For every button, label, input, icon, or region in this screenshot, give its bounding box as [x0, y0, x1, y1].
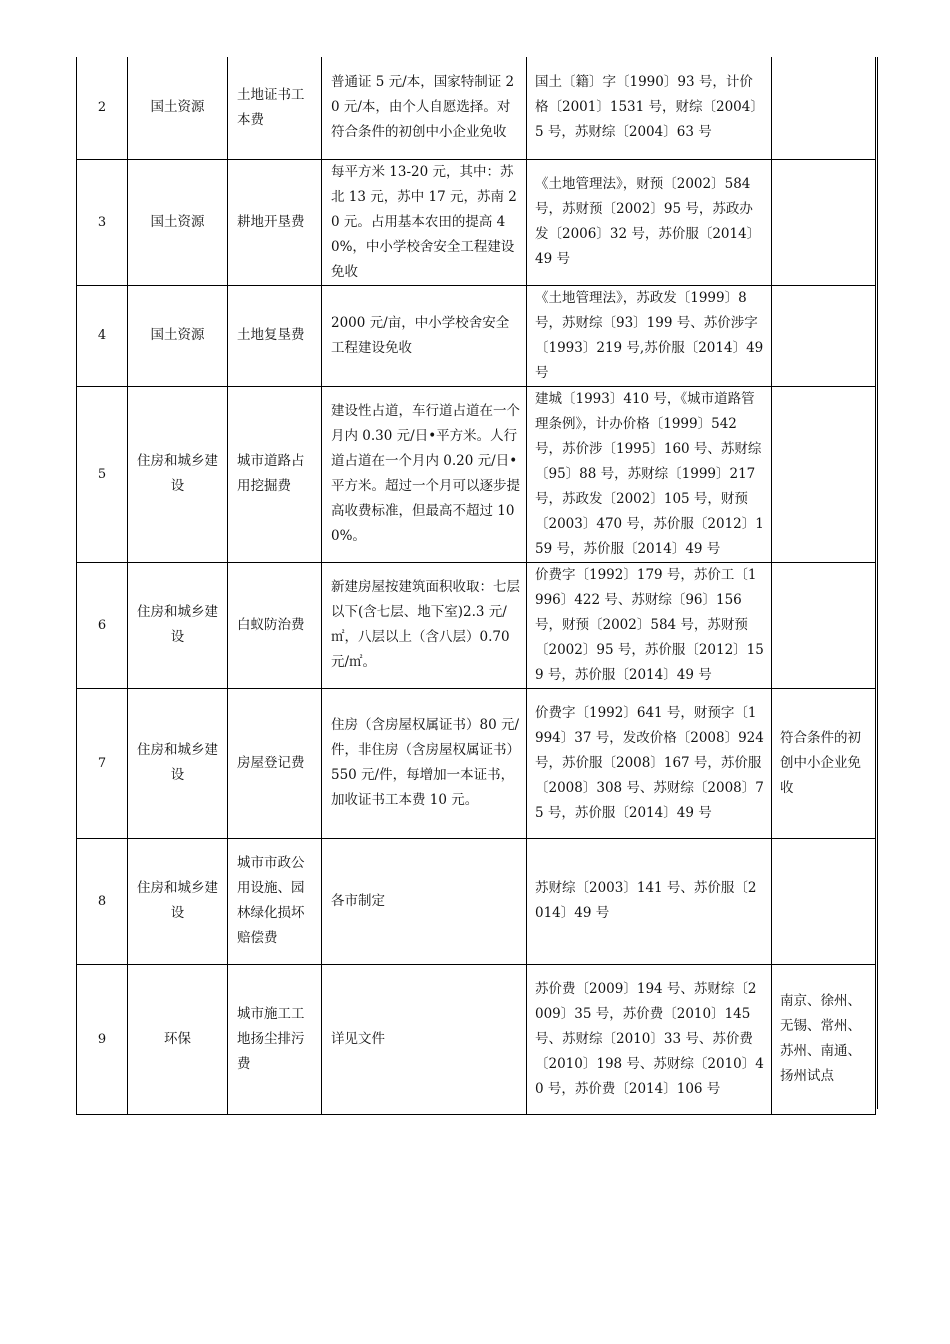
- remark-cell: 符合条件的初创中小企业免收: [772, 688, 876, 838]
- fee-item-cell: 白蚁防治费: [228, 562, 322, 688]
- row-number: 3: [77, 159, 128, 285]
- fee-standard-cell: 建设性占道，车行道占道在一个月内 0.30 元/日•平方米。人行道占道在一个月内 0.20 元/日•平方米。超过一个月可以逐步提高收费标准，但最高不超过 100%。: [322, 386, 527, 562]
- fee-item-cell: 耕地开垦费: [228, 159, 322, 285]
- department-cell: 国土资源: [128, 285, 228, 386]
- remark-cell: [772, 386, 876, 562]
- row-number: 9: [77, 964, 128, 1114]
- row-number: 2: [77, 57, 128, 159]
- fee-item-cell: 城市市政公用设施、园林绿化损坏赔偿费: [228, 838, 322, 964]
- policy-basis-cell: 建城〔1993〕410 号，《城市道路管理条例》，计办价格〔1999〕542 号，苏价涉〔1995〕160 号、苏财综〔95〕88 号，苏财综〔1999〕217 号，苏政发〔2002〕105 号，财预〔2003〕470 号，苏价服〔2012〕159 号，苏价服〔2014〕49 号: [527, 386, 772, 562]
- row-number: 4: [77, 285, 128, 386]
- remark-cell: [772, 57, 876, 159]
- fee-standard-cell: 2000 元/亩，中小学校舍安全工程建设免收: [322, 285, 527, 386]
- fee-standard-cell: 普通证 5 元/本，国家特制证 20 元/本，由个人自愿选择。对符合条件的初创中小企业免收: [322, 57, 527, 159]
- row-number: 8: [77, 838, 128, 964]
- department-cell: 住房和城乡建设: [128, 688, 228, 838]
- department-cell: 国土资源: [128, 159, 228, 285]
- table-row: [77, 285, 876, 386]
- remark-cell: [772, 159, 876, 285]
- fee-standard-cell: 各市制定: [322, 838, 527, 964]
- fee-standard-cell: 每平方米 13-20 元，其中：苏北 13 元，苏中 17 元，苏南 20 元。占用基本农田的提高 40%，中小学校舍安全工程建设免收: [322, 159, 527, 285]
- row-number: 5: [77, 386, 128, 562]
- table-row: [77, 838, 876, 964]
- fee-item-cell: 城市道路占用挖掘费: [228, 386, 322, 562]
- remark-cell: [772, 562, 876, 688]
- table-row: [77, 386, 876, 562]
- policy-basis-cell: 苏财综〔2003〕141 号、苏价服〔2014〕49 号: [527, 838, 772, 964]
- department-cell: 环保: [128, 964, 228, 1114]
- fee-table: [76, 57, 876, 1115]
- policy-basis-cell: 国土〔籍〕字〔1990〕93 号，计价格〔2001〕1531 号，财综〔2004〕5 号，苏财综〔2004〕63 号: [527, 57, 772, 159]
- row-number: 7: [77, 688, 128, 838]
- table-row: [77, 562, 876, 688]
- department-cell: 住房和城乡建设: [128, 562, 228, 688]
- table-right-double-border: [877, 57, 878, 1109]
- row-number: 6: [77, 562, 128, 688]
- department-cell: 国土资源: [128, 57, 228, 159]
- remark-cell: [772, 285, 876, 386]
- fee-standard-cell: 住房（含房屋权属证书）80 元/件，非住房（含房屋权属证书）550 元/件，每增加一本证书，加收证书工本费 10 元。: [322, 688, 527, 838]
- policy-basis-cell: 价费字〔1992〕179 号，苏价工〔1996〕422 号、苏财综〔96〕156 号，财预〔2002〕584 号，苏财预〔2002〕95 号，苏价服〔2012〕159 号，苏价服〔2014〕49 号: [527, 562, 772, 688]
- fee-item-cell: 土地复垦费: [228, 285, 322, 386]
- fee-standard-cell: 新建房屋按建筑面积收取：七层以下(含七层、地下室)2.3 元/㎡，八层以上（含八层）0.70 元/㎡。: [322, 562, 527, 688]
- fee-standard-cell: 详见文件: [322, 964, 527, 1114]
- policy-basis-cell: 《土地管理法》，苏政发〔1999〕8 号，苏财综〔93〕199 号、苏价涉字〔1993〕219 号,苏价服〔2014〕49 号: [527, 285, 772, 386]
- table-row: [77, 688, 876, 838]
- department-cell: 住房和城乡建设: [128, 386, 228, 562]
- fee-item-cell: 房屋登记费: [228, 688, 322, 838]
- fee-item-cell: 城市施工工地扬尘排污费: [228, 964, 322, 1114]
- department-cell: 住房和城乡建设: [128, 838, 228, 964]
- table-row: [77, 964, 876, 1114]
- policy-basis-cell: 苏价费〔2009〕194 号、苏财综〔2009〕35 号，苏价费〔2010〕145 号、苏财综〔2010〕33 号、苏价费〔2010〕198 号、苏财综〔2010〕40 号，苏价费〔2014〕106 号: [527, 964, 772, 1114]
- remark-cell: 南京、徐州、无锡、常州、苏州、南通、扬州试点: [772, 964, 876, 1114]
- fee-item-cell: 土地证书工本费: [228, 57, 322, 159]
- table-row: [77, 159, 876, 285]
- table-row: [77, 57, 876, 159]
- policy-basis-cell: 价费字〔1992〕641 号，财预字〔1994〕37 号，发改价格〔2008〕924 号，苏价服〔2008〕167 号，苏价服〔2008〕308 号、苏财综〔2008〕75 号，苏价服〔2014〕49 号: [527, 688, 772, 838]
- remark-cell: [772, 838, 876, 964]
- policy-basis-cell: 《土地管理法》，财预〔2002〕584 号，苏财预〔2002〕95 号，苏政办发〔2006〕32 号，苏价服〔2014〕49 号: [527, 159, 772, 285]
